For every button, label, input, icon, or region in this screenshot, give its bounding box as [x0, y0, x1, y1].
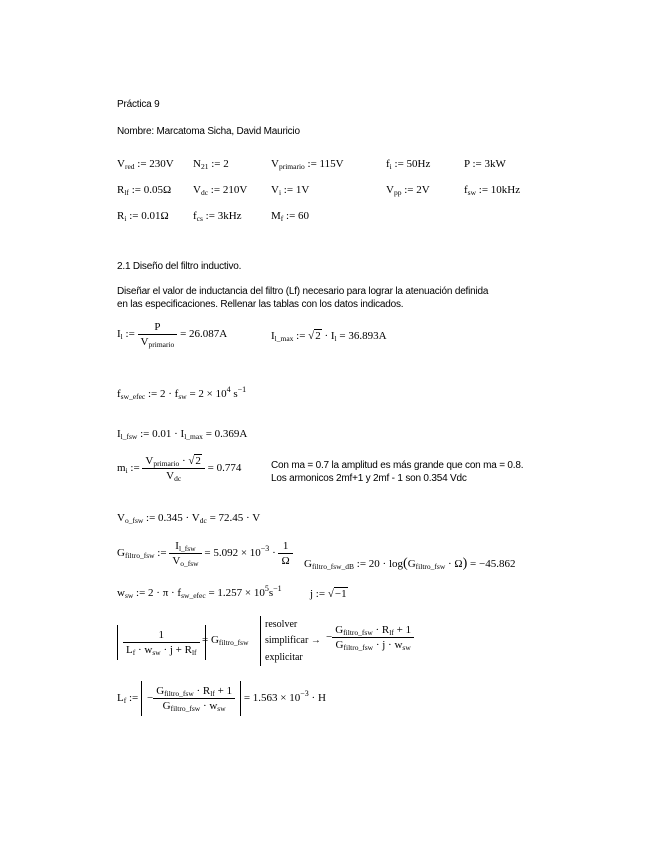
- param-v-i: $V_i$ := 1V: [271, 184, 310, 197]
- equation-fsw-efec: $f_{sw\_efec}$ := $2 \cdot f_{sw} = 2 \times 10^4$ $s^{-1}$: [117, 385, 247, 401]
- equation-equals-gfiltro: = $G_{filtro\_fsw}$: [202, 634, 249, 647]
- equation-vo-fsw: $V_{o\_fsw}$ := $0.345 \cdot V_{dc} = 72.45 \cdot V$: [117, 512, 261, 525]
- equation-wsw: $w_{sw}$ := $2 \cdot \pi \cdot f_{sw\_efec} = 1.257 \times 10^5s^{-1}$: [117, 584, 282, 600]
- param-n21: $N_{21}$ := 2: [193, 158, 229, 171]
- param-m-f: $M_f$ := 60: [271, 210, 310, 223]
- equation-il-max: $I_{l\_max}$ := $√2 \cdot I_l = 36.893A$: [271, 330, 387, 343]
- equation-gfiltro-db: $G_{filtro\_fsw\_dB}$ := $20 \cdot \log(G_{filtro\_fsw} \cdot \Omega) = -45.862$: [304, 556, 516, 571]
- equation-lf: $L_f$ := − $\frac{G_{filtro\_fsw} \cdot R_{lf} + 1}{G_{filtro\_fsw} \cdot w_{sw}}$ = $1.563 \times 10^{-3} \cdot H$: [117, 681, 326, 716]
- param-v-pp: $V_{pp}$ := 2V: [386, 184, 430, 197]
- solve-divider: [260, 616, 263, 666]
- param-r-i: $R_i$ := 0.01Ω: [117, 210, 169, 223]
- param-v-primario: $V_{primario}$ := 115V: [271, 158, 344, 171]
- equation-mi: $m_i$ := $\frac{V_{primario} \cdot √2}{V_{dc}}$ = 0.774: [117, 455, 242, 483]
- student-name: Nombre: Marcatoma Sicha, David Mauricio: [117, 126, 300, 137]
- section-heading: 2.1 Diseño del filtro inductivo.: [117, 261, 242, 272]
- equation-j: j := √−1: [310, 588, 347, 600]
- equation-il-fsw: $I_{l\_fsw}$ := $0.01 \cdot I_{l\_max} = 0.369A$: [117, 428, 248, 441]
- page-title: Práctica 9: [117, 99, 160, 110]
- equation-solve-result: − $\frac{G_{filtro\_fsw} \cdot R_{lf} + 1}{G_{filtro\_fsw} \cdot j \cdot w_{sw}}$: [326, 624, 414, 651]
- keyword-simplificar: simplificar →: [265, 635, 321, 646]
- keyword-resolver: resolver: [265, 619, 298, 630]
- param-r-lf: $R_{lf}$ := 0.05Ω: [117, 184, 172, 197]
- equation-gfiltro-fsw: $G_{filtro\_fsw}$ := $\frac{I_{l\_fsw}}{V_{o\_fsw}}$ = $5.092 \times 10^{-3}$ · $\frac{1}{\Omega}$: [117, 540, 293, 567]
- keyword-explicitar: explicitar: [265, 652, 303, 663]
- equation-il: $I_l$ := $\frac{P}{V_{primario}}$ = 26.087A: [117, 321, 228, 349]
- param-f-sw: $f_{sw}$ := 10kHz: [464, 184, 521, 197]
- param-v-dc: $V_{dc}$ := 210V: [193, 184, 248, 197]
- param-v-red: $V_{red}$ := 230V: [117, 158, 174, 171]
- param-f-cs: $f_{cs}$ := 3kHz: [193, 210, 242, 223]
- note-line1: Con ma = 0.7 la amplitud es más grande que con ma = 0.8.: [271, 460, 524, 471]
- param-f-i: $f_i$ := 50Hz: [386, 158, 431, 171]
- section-description-line1: Diseñar el valor de inductancia del filtro (Lf) necesario para lograr la atenuación definida: [117, 286, 489, 297]
- equation-abs-left: $\frac{1}{L_f \cdot w_{sw} \cdot j + R_{lf}}$: [117, 625, 206, 660]
- section-description-line2: en las especificaciones. Rellenar las tablas con los datos indicados.: [117, 299, 404, 310]
- note-line2: Los armonicos 2mf+1 y 2mf - 1 son 0.354 Vdc: [271, 473, 467, 484]
- param-p: P := 3kW: [464, 158, 506, 170]
